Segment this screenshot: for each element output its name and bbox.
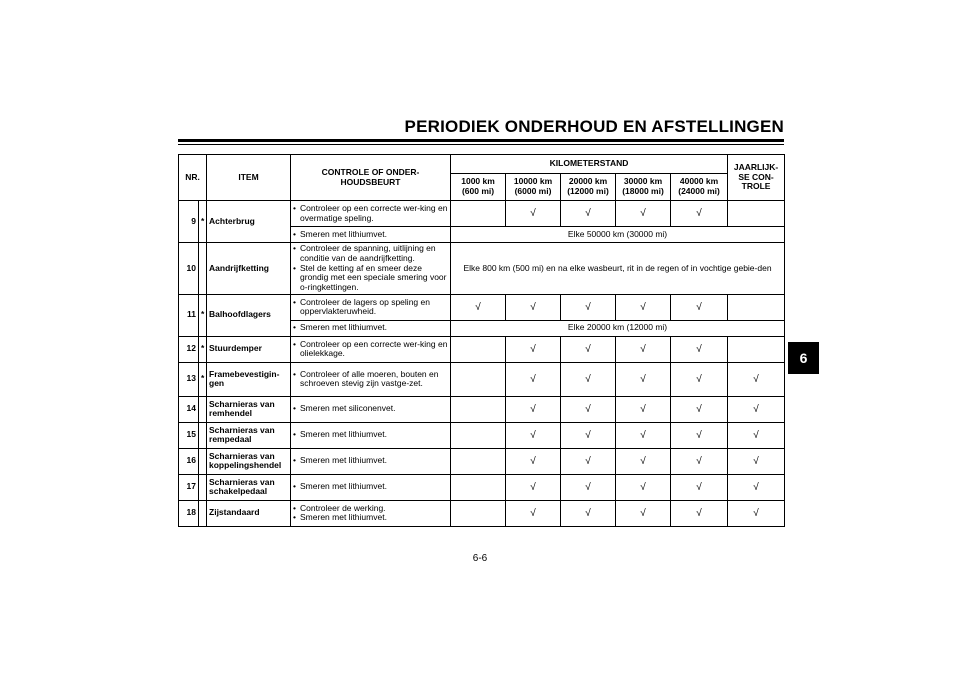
interval-note: Elke 800 km (500 mi) en na elke wasbeurt, rit in de regen of in vochtige gebie-den: [451, 243, 785, 295]
interval-check-mark: √: [561, 336, 616, 362]
row-number: 13: [179, 362, 199, 396]
dealer-service-marker: [199, 396, 207, 422]
procedure-bullet: • Controleer op een correcte wer-king en overmatige speling.: [293, 204, 448, 224]
table-body: [179, 201, 785, 527]
row-item: Zijstandaard: [207, 500, 291, 526]
yearly-check-mark: √: [728, 362, 785, 396]
interval-check-mark: [451, 500, 506, 526]
table-row: [179, 396, 785, 422]
interval-check-mark: √: [671, 201, 728, 227]
table-row: [179, 336, 785, 362]
interval-note: Elke 20000 km (12000 mi): [451, 320, 785, 336]
dealer-service-marker: [199, 474, 207, 500]
interval-check-mark: √: [506, 396, 561, 422]
row-procedure: [291, 362, 451, 396]
header-rule-thick: [178, 139, 784, 142]
yearly-check-mark: √: [728, 448, 785, 474]
table-row: [179, 243, 785, 295]
interval-check-mark: √: [561, 474, 616, 500]
row-item: Stuurdemper: [207, 336, 291, 362]
table-row: [179, 294, 785, 320]
table-row: [179, 474, 785, 500]
interval-check-mark: √: [671, 294, 728, 320]
row-item: Balhoofdlagers: [207, 294, 291, 336]
interval-check-mark: √: [561, 500, 616, 526]
interval-check-mark: √: [561, 362, 616, 396]
header-km-40000: 40000 km (24000 mi): [671, 174, 728, 201]
procedure-bullet: • Smeren met lithiumvet.: [293, 230, 448, 240]
row-procedure: [291, 227, 451, 243]
procedure-bullet: • Smeren met lithiumvet.: [293, 323, 448, 333]
row-item: Framebevestigin-gen: [207, 362, 291, 396]
interval-check-mark: [451, 396, 506, 422]
row-number: 15: [179, 422, 199, 448]
yearly-check-mark: √: [728, 422, 785, 448]
procedure-bullet: • Smeren met lithiumvet.: [293, 513, 448, 523]
header-rule-thin: [178, 144, 784, 145]
interval-check-mark: √: [506, 500, 561, 526]
row-number: 14: [179, 396, 199, 422]
interval-check-mark: √: [451, 294, 506, 320]
procedure-bullet: • Controleer de werking.: [293, 504, 448, 514]
row-number: 12: [179, 336, 199, 362]
procedure-bullet: • Controleer de lagers op speling en oppervlakteruwheid.: [293, 298, 448, 318]
interval-check-mark: √: [671, 362, 728, 396]
interval-check-mark: √: [616, 422, 671, 448]
interval-check-mark: √: [671, 500, 728, 526]
maintenance-table: [178, 154, 785, 527]
row-item: Scharnieras van schakelpedaal: [207, 474, 291, 500]
row-item: Scharnieras van remhendel: [207, 396, 291, 422]
interval-check-mark: [451, 336, 506, 362]
row-procedure: [291, 448, 451, 474]
interval-check-mark: √: [506, 294, 561, 320]
interval-check-mark: √: [671, 396, 728, 422]
row-item: Aandrijfketting: [207, 243, 291, 295]
interval-check-mark: √: [561, 396, 616, 422]
header-check: CONTROLE OF ONDER-HOUDSBEURT: [291, 155, 451, 201]
dealer-service-marker: [199, 448, 207, 474]
interval-check-mark: √: [506, 474, 561, 500]
header-km-20000: 20000 km (12000 mi): [561, 174, 616, 201]
page-title: PERIODIEK ONDERHOUD EN AFSTELLINGEN: [404, 117, 784, 136]
procedure-bullet: • Smeren met lithiumvet.: [293, 482, 448, 492]
procedure-bullet: • Smeren met lithiumvet.: [293, 456, 448, 466]
procedure-bullet: • Controleer op een correcte wer-king en olielekkage.: [293, 340, 448, 360]
interval-check-mark: √: [616, 336, 671, 362]
row-procedure: [291, 201, 451, 227]
interval-check-mark: √: [561, 422, 616, 448]
page-number: 6-6: [472, 553, 488, 564]
row-item: Scharnieras van koppelingshendel: [207, 448, 291, 474]
row-number: 16: [179, 448, 199, 474]
table-row: [179, 362, 785, 396]
header-km-10000: 10000 km (6000 mi): [506, 174, 561, 201]
row-procedure: [291, 336, 451, 362]
row-item: Scharnieras van rempedaal: [207, 422, 291, 448]
interval-check-mark: [451, 362, 506, 396]
dealer-service-marker: *: [199, 294, 207, 336]
header-yearly: JAARLIJK-SE CON-TROLE: [728, 155, 785, 201]
dealer-service-marker: [199, 500, 207, 526]
interval-check-mark: √: [506, 422, 561, 448]
table-row: [179, 201, 785, 227]
header-item: ITEM: [207, 155, 291, 201]
interval-check-mark: √: [671, 336, 728, 362]
chapter-tab: 6: [788, 342, 819, 374]
row-procedure: [291, 396, 451, 422]
procedure-bullet: • Controleer de spanning, uitlijning en conditie van de aandrijfketting.: [293, 244, 448, 264]
table-row: [179, 500, 785, 526]
interval-check-mark: √: [616, 396, 671, 422]
interval-note: Elke 50000 km (30000 mi): [451, 227, 785, 243]
row-item: Achterbrug: [207, 201, 291, 243]
interval-check-mark: √: [561, 448, 616, 474]
row-procedure: [291, 294, 451, 320]
interval-check-mark: √: [616, 362, 671, 396]
procedure-bullet: • Smeren met siliconenvet.: [293, 404, 448, 414]
interval-check-mark: √: [506, 448, 561, 474]
yearly-check-mark: [728, 201, 785, 227]
row-number: 11: [179, 294, 199, 336]
yearly-check-mark: [728, 336, 785, 362]
dealer-service-marker: *: [199, 336, 207, 362]
dealer-service-marker: *: [199, 201, 207, 243]
procedure-bullet: • Stel de ketting af en smeer deze grondig met een speciale smering voor o-ringkettingen.: [293, 264, 448, 293]
row-number: 9: [179, 201, 199, 243]
yearly-check-mark: √: [728, 474, 785, 500]
dealer-service-marker: *: [199, 362, 207, 396]
interval-check-mark: √: [671, 422, 728, 448]
header-km-group: KILOMETERSTAND: [451, 155, 728, 174]
interval-check-mark: √: [506, 336, 561, 362]
table-row: [179, 422, 785, 448]
interval-check-mark: [451, 201, 506, 227]
row-number: 18: [179, 500, 199, 526]
row-procedure: [291, 474, 451, 500]
row-number: 17: [179, 474, 199, 500]
dealer-service-marker: [199, 422, 207, 448]
interval-check-mark: √: [506, 201, 561, 227]
procedure-bullet: • Smeren met lithiumvet.: [293, 430, 448, 440]
header-km-1000: 1000 km (600 mi): [451, 174, 506, 201]
yearly-check-mark: [728, 294, 785, 320]
interval-check-mark: √: [616, 500, 671, 526]
interval-check-mark: √: [671, 474, 728, 500]
yearly-check-mark: √: [728, 396, 785, 422]
row-procedure: [291, 422, 451, 448]
interval-check-mark: √: [616, 294, 671, 320]
interval-check-mark: √: [561, 201, 616, 227]
table-row: [179, 448, 785, 474]
procedure-bullet: • Controleer of alle moeren, bouten en schroeven stevig zijn vastge-zet.: [293, 370, 448, 390]
dealer-service-marker: [199, 243, 207, 295]
row-procedure: [291, 320, 451, 336]
header-km-30000: 30000 km (18000 mi): [616, 174, 671, 201]
header-nr: NR.: [179, 155, 207, 201]
interval-check-mark: √: [616, 201, 671, 227]
row-procedure: [291, 243, 451, 295]
row-procedure: [291, 500, 451, 526]
interval-check-mark: [451, 448, 506, 474]
row-number: 10: [179, 243, 199, 295]
interval-check-mark: [451, 474, 506, 500]
interval-check-mark: √: [616, 474, 671, 500]
interval-check-mark: √: [506, 362, 561, 396]
interval-check-mark: [451, 422, 506, 448]
interval-check-mark: √: [616, 448, 671, 474]
yearly-check-mark: √: [728, 500, 785, 526]
interval-check-mark: √: [561, 294, 616, 320]
interval-check-mark: √: [671, 448, 728, 474]
